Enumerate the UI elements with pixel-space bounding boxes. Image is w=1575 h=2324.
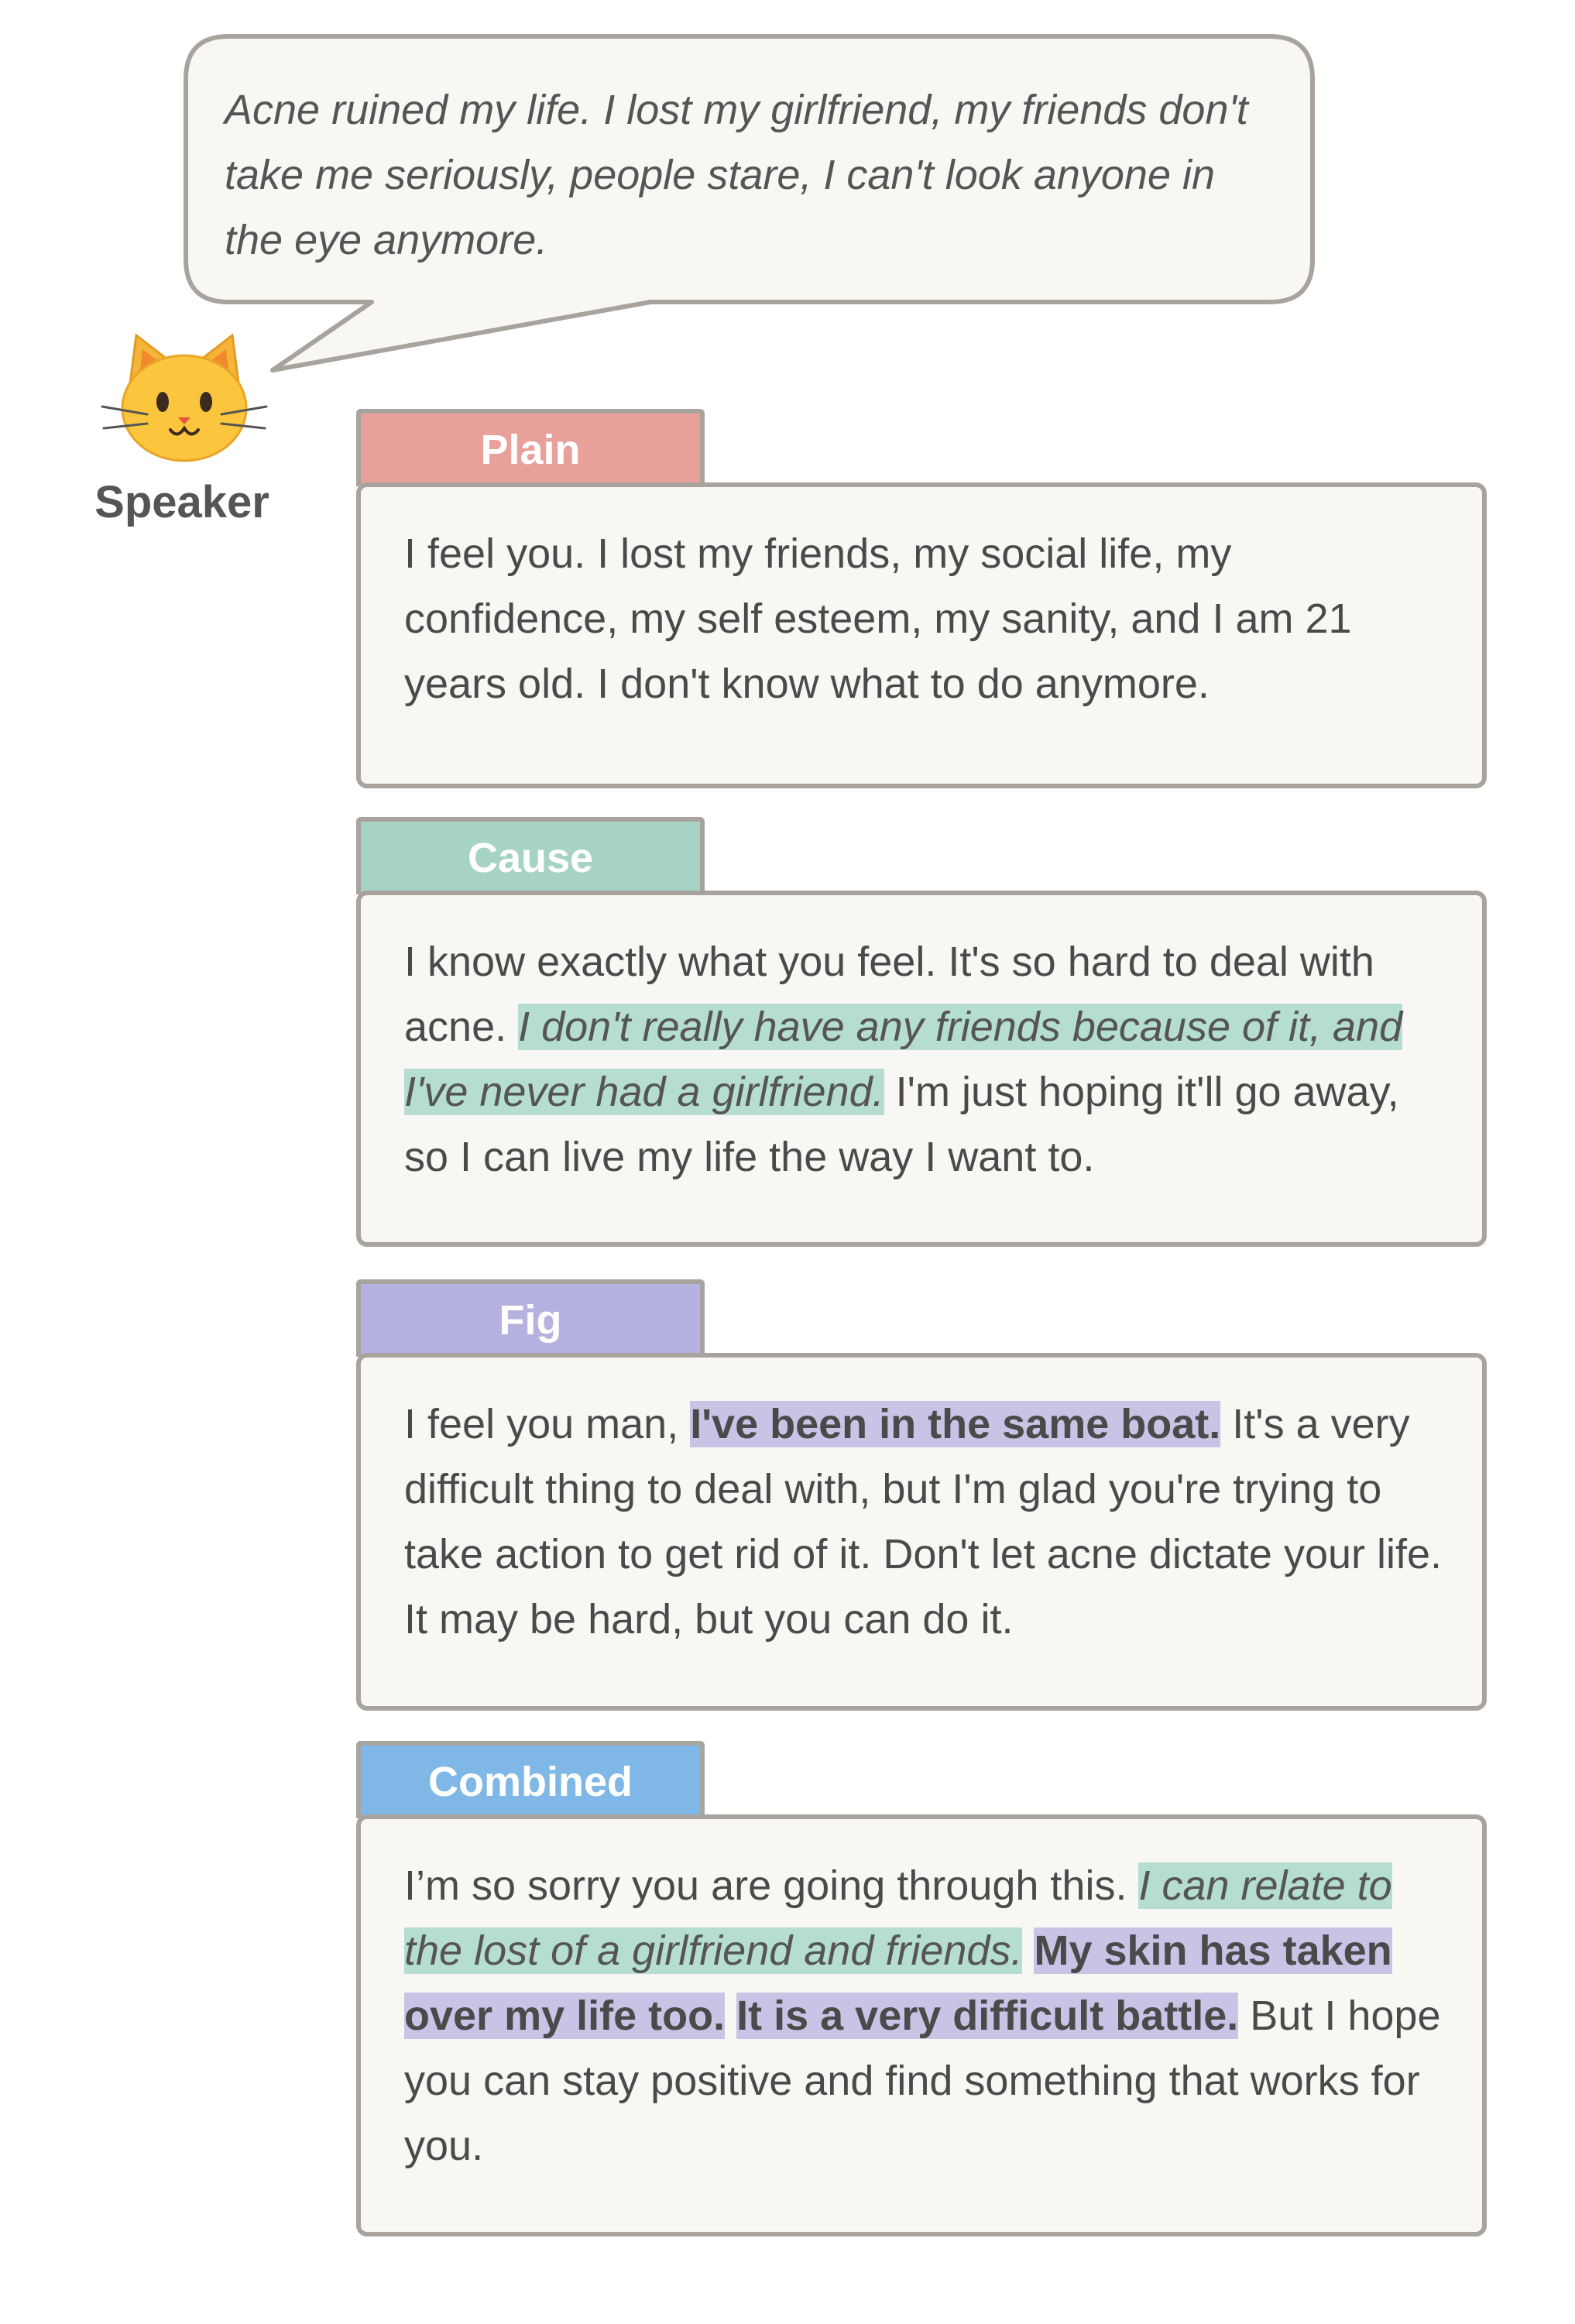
cause-tab [356,817,705,894]
fig-tab [356,1279,705,1357]
combined-cause-highlight: I can relate to the lost of a girlfriend and friends. [404,1862,1392,1974]
combined-text-part: I’m so sorry you are going through this. [404,1862,1139,1909]
combined-response-box [356,1814,1487,2236]
fig-response-box [356,1353,1487,1711]
combined-fig-highlight: It is a very difficult battle. [736,1993,1239,2039]
cause-tab-label: Cause [467,835,594,881]
combined-tab [356,1741,705,1818]
speaker-utterance: Acne ruined my life. I lost my girlfriend, my friends don't take me seriously, people stare, I can't look anyone in the eye anymore. [225,87,1248,263]
cat-face-icon [99,321,269,469]
plain-tab [356,409,705,486]
combined-tab-label: Combined [428,1759,633,1805]
fig-highlight: I've been in the same boat. [690,1401,1221,1447]
combined-fig-highlight: My skin has taken over my life too. [404,1928,1392,2039]
plain-response-box [356,482,1487,788]
cause-highlight: I don't really have any friends because of it, and I've never had a girlfriend. [404,1004,1403,1115]
cause-response-box [356,891,1487,1247]
fig-text-part: It's a very difficult thing to deal with, but I'm glad you're trying to take action to get rid of it. Don't let acne dictate your life. It may be hard, but you can do it. [404,1401,1443,1643]
combined-text-part: But I hope you can stay positive and find something that works for you. [404,1993,1441,2169]
cause-response-text [404,929,1443,1189]
plain-response-text: I feel you. I lost my friends, my social life, my confidence, my self esteem, my sanity, and I am 21 years old. I don't know what to do anymore. [404,530,1352,707]
cause-text-part: I'm just hoping it'll go away, so I can live my life the way I want to. [404,1069,1399,1180]
fig-tab-label: Fig [499,1297,562,1344]
cause-text-part: I know exactly what you feel. It's so hard to deal with acne. [404,939,1374,1050]
combined-response-text [404,1853,1443,2178]
fig-response-text [404,1392,1443,1652]
speaker-label: Speaker [94,477,269,527]
plain-tab-label: Plain [480,427,581,473]
fig-text-part: I feel you man, [404,1401,691,1447]
